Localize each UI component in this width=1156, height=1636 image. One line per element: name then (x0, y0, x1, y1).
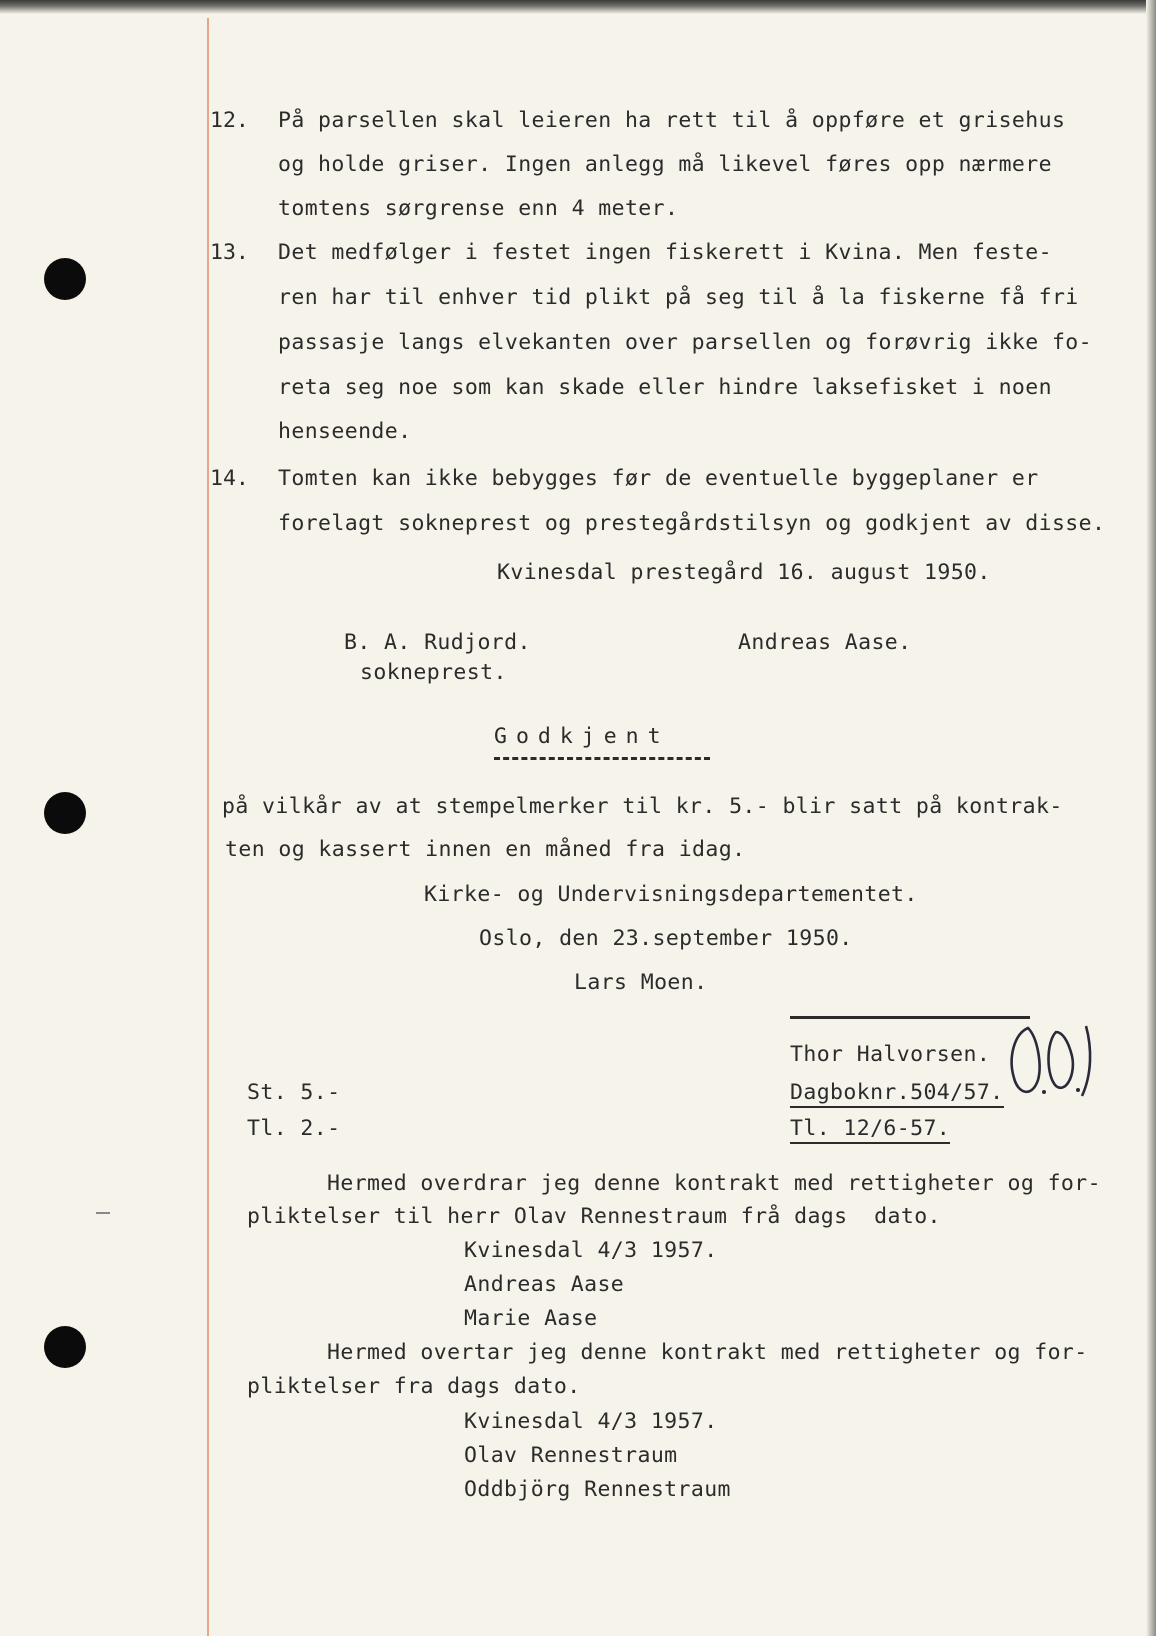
heading-underline (494, 757, 710, 760)
punch-hole (44, 1326, 86, 1368)
clause-line: forelagt sokneprest og prestegårdstilsyn og godkjent av disse. (278, 511, 1106, 536)
punch-hole (44, 792, 86, 834)
handwritten-initials-mark (996, 1018, 1100, 1108)
clause-line: passasje langs elvekanten over parsellen og forøvrig ikke fo- (278, 330, 1092, 355)
department: Kirke- og Undervisningsdepartementet. (424, 882, 918, 907)
margin-mark (96, 1212, 110, 1214)
approval-line: på vilkår av at stempelmerker til kr. 5.- blir satt på kontrak- (222, 794, 1063, 819)
registrar-name: Thor Halvorsen. (790, 1042, 991, 1067)
tl-fee: Tl. 2.- (247, 1116, 341, 1141)
transfer-line: Hermed overdrar jeg denne kontrakt med rettigheter og for- (327, 1171, 1101, 1196)
tl-date (790, 1116, 950, 1142)
takeover-place-date: Kvinesdal 4/3 1957. (464, 1409, 718, 1434)
takeover-line: Hermed overtar jeg denne kontrakt med rettigheter og for- (327, 1340, 1088, 1365)
clause-line: henseende. (278, 419, 412, 444)
clause-line: tomtens sørgrense enn 4 meter. (278, 196, 679, 221)
approval-heading: Godkjent (494, 724, 670, 749)
punch-hole (44, 258, 86, 300)
clause-number: 14. (210, 466, 249, 491)
signature-name: B. A. Rudjord. (344, 630, 531, 655)
clause-number: 13. (210, 240, 249, 265)
transfer-signer: Andreas Aase (464, 1272, 625, 1297)
place-date: Kvinesdal prestegård 16. august 1950. (497, 560, 991, 585)
signature-line (790, 1016, 1030, 1019)
scan-edge-right (1146, 0, 1156, 1636)
transfer-place-date: Kvinesdal 4/3 1957. (464, 1238, 718, 1263)
clause-line: ren har til enhver tid plikt på seg til å la fiskerne få fri (278, 285, 1079, 310)
signature-title: sokneprest. (360, 660, 507, 685)
takeover-signer: Oddbjörg Rennestraum (464, 1477, 731, 1502)
approval-date: Oslo, den 23.september 1950. (479, 926, 853, 951)
clause-line: Det medfølger i festet ingen fiskerett i Kvina. Men feste- (278, 240, 1052, 265)
transfer-line: pliktelser til herr Olav Rennestraum frå dags dato. (247, 1204, 941, 1229)
approval-line: ten og kassert innen en måned fra idag. (225, 837, 746, 862)
clause-line: Tomten kan ikke bebygges før de eventuelle byggeplaner er (278, 466, 1039, 491)
takeover-signer: Olav Rennestraum (464, 1443, 678, 1468)
takeover-line: pliktelser fra dags dato. (247, 1374, 581, 1399)
transfer-signer: Marie Aase (464, 1306, 598, 1331)
tl-date-text: Tl. 12/6-57. (790, 1116, 950, 1144)
dagbok-number (790, 1080, 1004, 1106)
clause-line: reta seg noe som kan skade eller hindre laksefisket i noen (278, 375, 1052, 400)
approval-signer: Lars Moen. (574, 970, 708, 995)
clause-line: og holde griser. Ingen anlegg må likevel føres opp nærmere (278, 152, 1052, 177)
clause-line: På parsellen skal leieren ha rett til å oppføre et grisehus (278, 108, 1066, 133)
signature-name: Andreas Aase. (738, 630, 912, 655)
clause-number: 12. (210, 108, 249, 133)
st-fee: St. 5.- (247, 1080, 341, 1105)
margin-rule (207, 18, 209, 1636)
scan-edge-top (0, 0, 1156, 14)
dagbok-number-text: Dagboknr.504/57. (790, 1080, 1004, 1108)
